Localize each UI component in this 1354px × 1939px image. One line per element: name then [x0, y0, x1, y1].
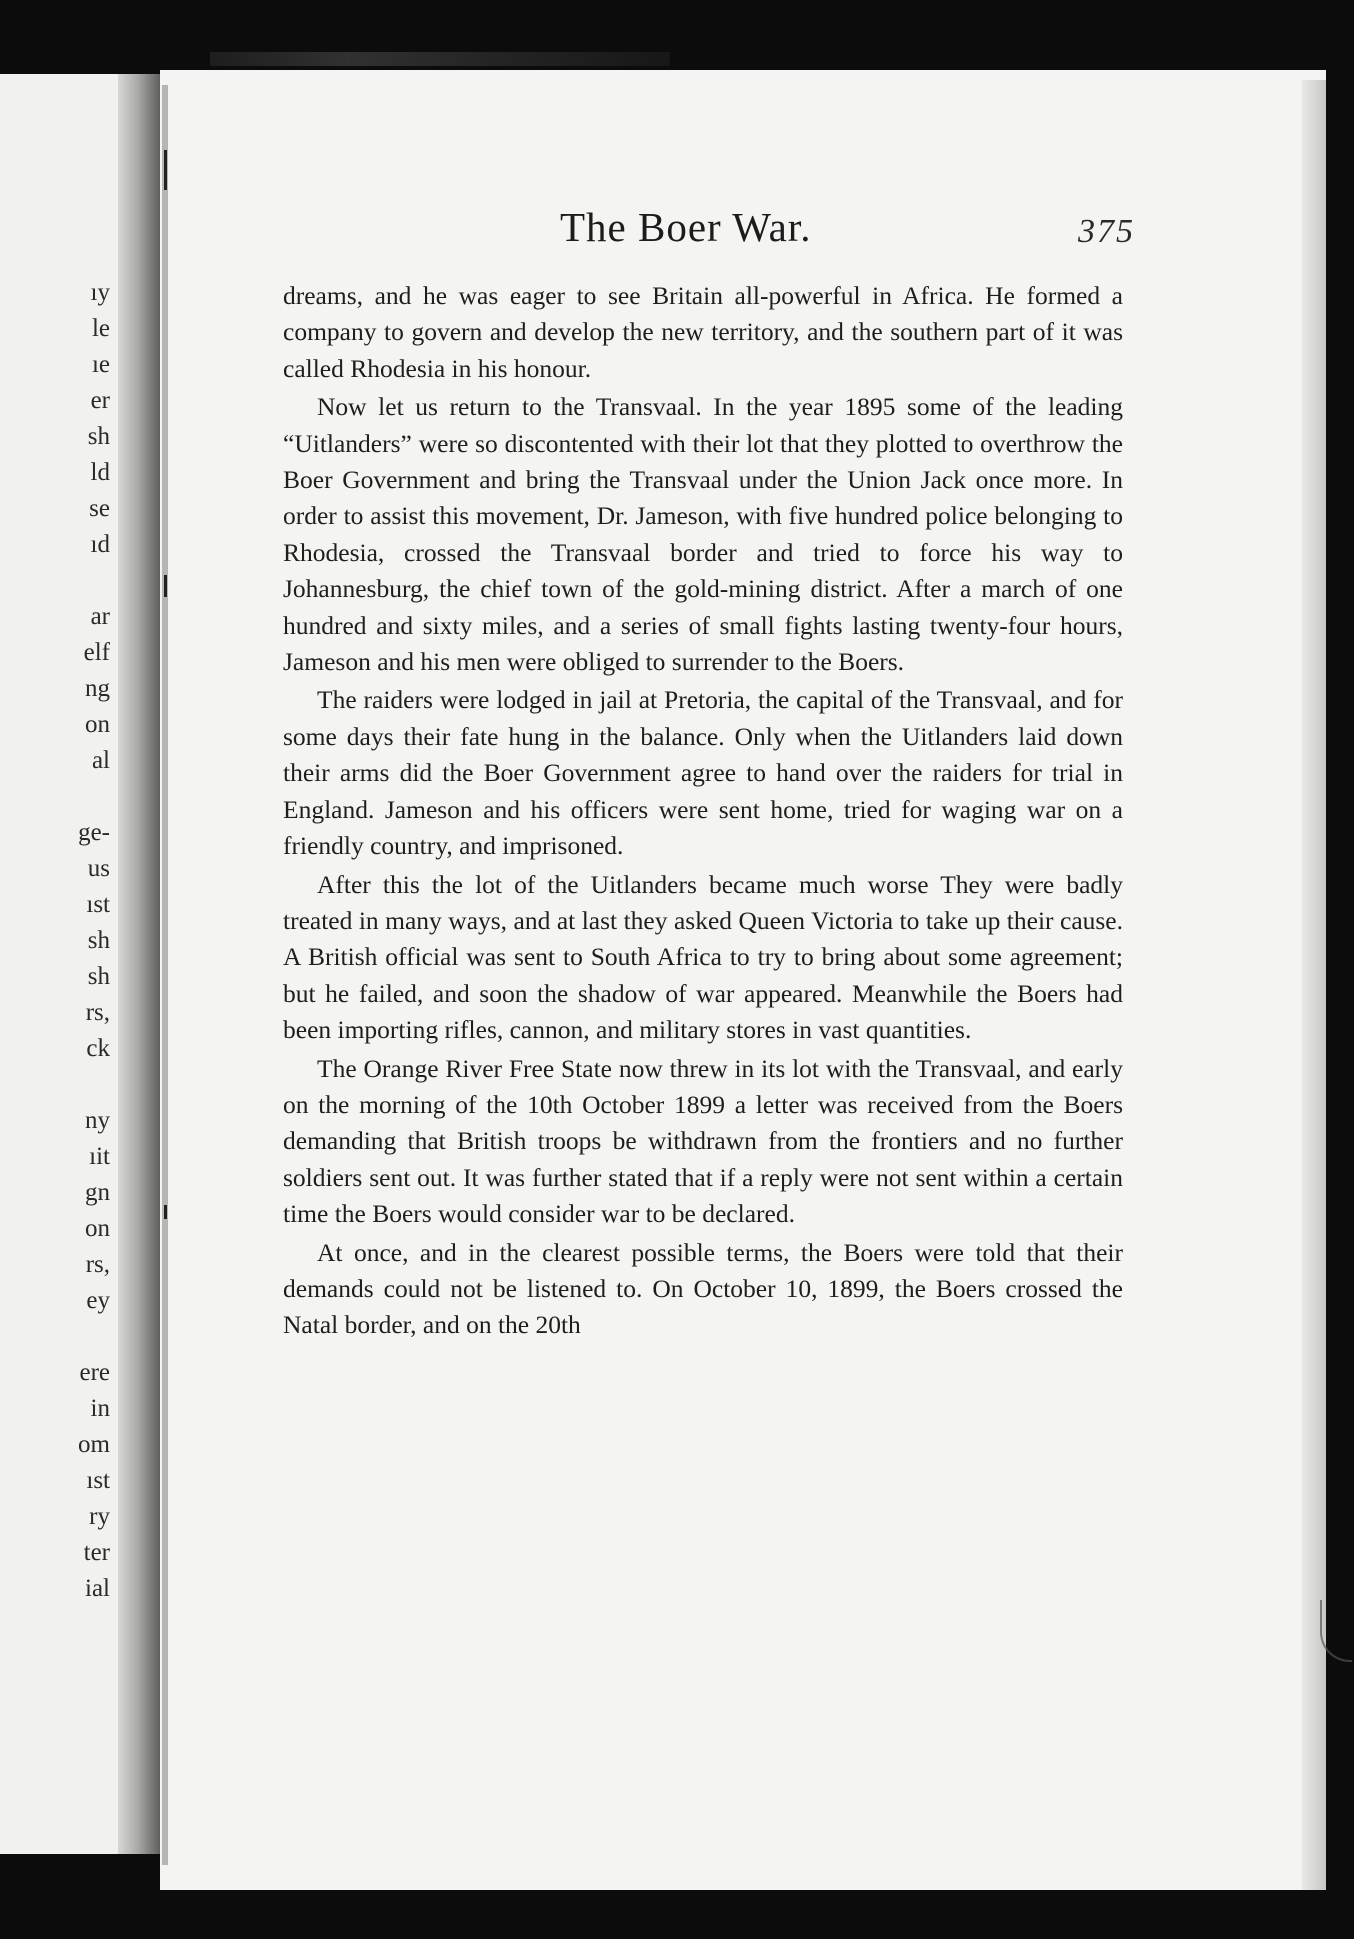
fragment-line: ıit — [89, 1143, 110, 1170]
film-edge-strip — [210, 52, 670, 66]
paragraph: dreams, and he was eager to see Britain all-powerful in Africa. He formed a company to govern and develop the new territory, and the southern part of it was called Rhodesia in his honour. — [283, 281, 1123, 383]
left-page-text-fragments — [0, 275, 118, 1607]
fragment-line: sh — [87, 927, 110, 954]
paragraph: The Orange River Free State now threw in its lot with the Transvaal, and early on the morning of the 10th October 1899 a letter was received from the Boers demanding that British troops be withdrawn from the frontiers and no further soldiers sent out. It was further stated that if a reply were not sent within a certain time the Boers would consider war to be declared. — [283, 1053, 1123, 1229]
fragment-line: ng — [85, 675, 110, 702]
paragraph: Now let us return to the Transvaal. In the year 1895 some of the leading “Uitlanders” were so discontented with their lot that they plotted to overthrow the Boer Government and bring the Transvaal under the Union Jack once more. In order to assist this movement, Dr. Jameson, with five hundred police belonging to Rhodesia, crossed the Transvaal border and tried to force his way to Johannesburg, the chief town of the gold-mining district. After a march of one hundred and sixty miles, and a series of small fights lasting twenty-four hours, Jameson and his men were obliged to surrender to the Boers. — [283, 392, 1123, 677]
binding-mark — [164, 150, 167, 190]
fragment-gap — [0, 563, 110, 599]
binding-mark — [164, 575, 167, 597]
fragment-line: ıst — [86, 891, 110, 918]
fragment-line: ere — [79, 1359, 110, 1386]
fragment-line: gn — [85, 1179, 110, 1206]
fragment-line: se — [89, 495, 110, 522]
fragment-line: rs, — [85, 999, 110, 1026]
fragment-gap — [0, 1319, 110, 1355]
fragment-line: in — [90, 1395, 110, 1422]
fragment-gap — [0, 779, 110, 815]
binding-shadow — [162, 85, 168, 1865]
fragment-line: ey — [86, 1287, 110, 1314]
fragment-line: sh — [87, 963, 110, 990]
fragment-line: ar — [90, 603, 110, 630]
fragment-line: ld — [90, 459, 110, 486]
fragment-gap — [0, 1067, 110, 1103]
fragment-line: ıy — [90, 279, 110, 306]
fragment-line: om — [78, 1431, 110, 1458]
fragment-line: elf — [83, 639, 110, 666]
fragment-line: ge- — [78, 819, 110, 846]
fragment-line: us — [87, 855, 110, 882]
fragment-line: on — [85, 711, 110, 738]
fragment-line: ny — [85, 1107, 110, 1134]
fragment-line: ıst — [86, 1467, 110, 1494]
fragment-line: al — [91, 747, 110, 774]
fragment-line: ıd — [90, 531, 110, 558]
fragment-line: ry — [89, 1503, 110, 1530]
binding-mark — [164, 1205, 167, 1219]
paragraph: After this the lot of the Uitlanders became much worse They were badly treated in many ways, and at last they asked Queen Victoria to take up their cause. A British official was sent to South Africa to try to bring about some agreement; but he failed, and soon the shadow of war appeared. Meanwhile the Boers had been importing rifles, cannon, and military stores in vast quantities. — [283, 869, 1123, 1045]
fragment-line: on — [85, 1215, 110, 1242]
fragment-line: le — [91, 315, 110, 342]
paragraph: At once, and in the clearest possible terms, the Boers were told that their demands could not be listened to. On October 10, 1899, the Boers crossed the Natal border, and on the 20th — [283, 1237, 1123, 1340]
left-page-gutter-shadow — [118, 74, 162, 1854]
running-head: The Boer War. — [560, 204, 812, 250]
fragment-line: ter — [83, 1539, 110, 1566]
fragment-line: rs, — [85, 1251, 110, 1278]
fragment-line: ıe — [91, 351, 110, 378]
fragment-line: sh — [87, 423, 110, 450]
body-text — [283, 278, 1123, 1346]
paragraph: The raiders were lodged in jail at Pretoria, the capital of the Transvaal, and for some days their fate hung in the balance. Only when the Uitlanders laid down their arms did the Boer Government agree to hand over the raiders for trial in England. Jameson and his officers were sent home, tried for waging war on a friendly country, and imprisoned. — [283, 685, 1123, 861]
page-number: 375 — [1078, 213, 1135, 250]
fragment-line: ck — [86, 1035, 110, 1062]
fragment-line: er — [90, 387, 110, 414]
fragment-line: ial — [85, 1575, 110, 1602]
